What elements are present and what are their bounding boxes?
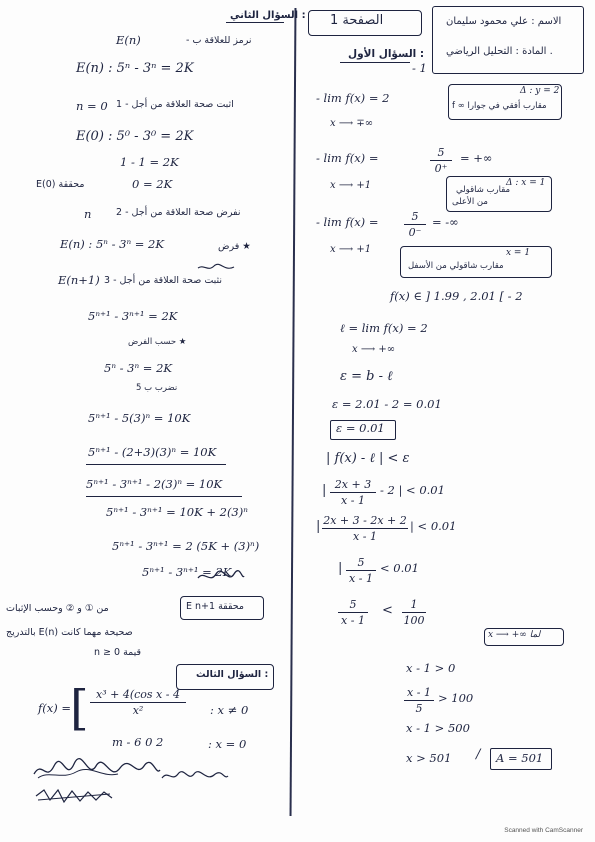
- e0-line: E(0) : 5⁰ - 3⁰ = 2K: [76, 129, 194, 144]
- q1-number: - 1: [412, 61, 427, 75]
- note-3-eq: x = 1: [506, 248, 531, 258]
- e0-true: E(0) محققة: [36, 179, 85, 190]
- answer-value: A = 501: [496, 751, 544, 765]
- student-name: الاسم : علي محمود سليمان: [446, 16, 562, 27]
- f-lhs: f(x) =: [38, 701, 72, 715]
- limit-2-sub: x ⟶ +1: [330, 180, 372, 191]
- ineq-5-lnum: 5: [349, 598, 357, 611]
- ineq-3-den: x - 1: [353, 530, 377, 544]
- note-1-eq: Δ : y = 2: [520, 86, 560, 96]
- q1-underline: [340, 62, 410, 63]
- line-5: 5ⁿ⁺¹ - 3ⁿ⁺¹ = 2 (5K + (3)ⁿ): [112, 539, 260, 553]
- mult-text: نضرب ب 5: [136, 383, 178, 393]
- epsilon-result: ε = 0.01: [336, 421, 385, 435]
- ineq-3-rhs: | < 0.01: [410, 519, 457, 533]
- e0-line-2: 1 - 1 = 2K: [120, 155, 179, 169]
- conclusion-box-text: E n+1 محققة: [186, 601, 245, 612]
- goal-eq: 5ⁿ⁺¹ - 3ⁿ⁺¹ = 2K: [88, 309, 178, 323]
- scanner-watermark: Scanned with CamScanner: [504, 827, 583, 834]
- limit-1: - lim f(x) = 2: [316, 91, 390, 105]
- f-cond-2: : x = 0: [208, 737, 247, 751]
- epsilon-def: ε = b - ℓ: [340, 369, 393, 384]
- step-1: x - 1 > 0: [406, 661, 456, 675]
- line-3: 5ⁿ⁺¹ - 3ⁿ⁺¹ - 2(3)ⁿ = 10K: [86, 477, 223, 491]
- assume-tag: فرض ★: [218, 241, 251, 252]
- limit-2-fraction: [430, 146, 452, 175]
- step-2-n: n: [84, 207, 92, 221]
- hyp-tag: حسب الفرض ★: [128, 337, 187, 347]
- f-num: x³ + 4(cos x - 4: [96, 688, 180, 701]
- step-3: x - 1 > 500: [406, 721, 470, 735]
- note-2-eq: Δ : x = 1: [506, 178, 546, 188]
- note-1-text: f ∞ مقارب أفقي في جوارا: [452, 101, 547, 111]
- step-3-n: E(n+1): [58, 273, 100, 287]
- step-2-fraction: [404, 686, 434, 715]
- epsilon-calc: ε = 2.01 - 2 = 0.01: [332, 397, 442, 411]
- f-cond-1: : x ≠ 0: [210, 703, 249, 717]
- limit-3-fraction: [404, 210, 426, 239]
- scribble-mark-4: [196, 262, 236, 274]
- note-2-text: مقارب شاقولي: [456, 185, 511, 195]
- conclusion-3: n ≥ 0 قيمة: [94, 647, 142, 658]
- line-3-underline: [86, 496, 242, 497]
- limit-1-sub: x ⟶ ∓∞: [330, 118, 374, 129]
- ineq-5-rden: 100: [403, 614, 425, 628]
- line-1: 5ⁿ⁺¹ - 5(3)ⁿ = 10K: [88, 411, 191, 425]
- ineq-4-open: |: [338, 561, 343, 576]
- step-3-text: 3 - نثبت صحة العلاقة من أجل: [104, 275, 223, 286]
- hyp-eq: 5ⁿ - 3ⁿ = 2K: [104, 361, 173, 375]
- q2-interval: f(x) ∈ ] 1.99 , 2.01 [ - 2: [390, 289, 523, 303]
- ineq-3-num: 2x + 3 - 2x + 2: [323, 514, 407, 527]
- scribble-mark-2: [160, 766, 230, 786]
- ineq-4-rhs: < 0.01: [380, 561, 419, 575]
- limit-2-den: 0⁺: [434, 162, 448, 176]
- ineq-5-right-fraction: [402, 598, 426, 627]
- conclusion-2: بالتدريج E(n) صحيحة مهما كانت: [6, 627, 133, 638]
- step-2-den: 5: [415, 702, 423, 716]
- ineq-2-open: |: [322, 483, 327, 498]
- ineq-4-fraction: [346, 556, 376, 585]
- step-2-num: x - 1: [407, 686, 431, 699]
- step-1-text: 1 - اثبت صحة العلاقة من أجل: [116, 99, 234, 110]
- limit-4: ℓ = lim f(x) = 2: [340, 321, 428, 335]
- column-divider: [290, 8, 297, 816]
- limit-2-num: 5: [437, 146, 445, 159]
- limit-3-sub: x ⟶ +1: [330, 244, 372, 255]
- limit-3-den: 0⁻: [408, 226, 422, 240]
- line-2-underline: [86, 464, 226, 465]
- page-number-label: الصفحة 1: [330, 13, 384, 28]
- step-4: x > 501: [406, 751, 452, 765]
- ineq-4-den: x - 1: [349, 572, 373, 586]
- step-2-text: 2 - نفرض صحة العلاقة من أجل: [116, 207, 241, 218]
- step-1-n: n = 0: [76, 99, 108, 113]
- line-6: 5ⁿ⁺¹ - 3ⁿ⁺¹ = 2K: [142, 565, 232, 579]
- scribble-mark-5: [196, 568, 246, 586]
- ineq-5-lden: x - 1: [341, 614, 365, 628]
- subject-name: المادة : التحليل الرياضي .: [446, 46, 553, 57]
- q3-title: السؤال الثالث :: [196, 669, 269, 680]
- q1-title: السؤال الأول :: [348, 48, 425, 60]
- ineq-2-den: x - 1: [341, 494, 365, 508]
- ineq-2-fraction: [330, 478, 376, 507]
- ineq-4-num: 5: [357, 556, 365, 569]
- ineq-5-left-fraction: [338, 598, 368, 627]
- limit-3-num: 5: [411, 210, 419, 223]
- scribble-mark-1: [32, 756, 162, 786]
- note-3-text: مقارب شاقولي من الأسفل: [408, 261, 504, 271]
- e0-line-3: 0 = 2K: [132, 177, 173, 191]
- limit-2-rhs: = +∞: [460, 151, 493, 165]
- step-2-rhs: > 100: [438, 691, 474, 705]
- note-2-text2: من الأعلى: [452, 197, 488, 207]
- f-den: x²: [132, 704, 144, 718]
- assume-eq: E(n) : 5ⁿ - 3ⁿ = 2K: [60, 237, 164, 251]
- answer-slash: /: [476, 747, 481, 762]
- limit-3-lhs: - lim f(x) =: [316, 215, 379, 229]
- ineq-2-num: 2x + 3: [334, 478, 372, 491]
- f-case-2: m - 6 0 2: [112, 735, 164, 749]
- note-4-text: x ⟶ +∞ لما: [488, 630, 541, 640]
- q2-underline: [226, 22, 284, 23]
- e-def-lhs: E(n): [116, 33, 141, 47]
- ineq-5-op: <: [382, 603, 393, 618]
- limit-2-lhs: - lim f(x) =: [316, 151, 379, 165]
- ineq-1: | f(x) - ℓ | < ε: [326, 451, 410, 466]
- ineq-2-rhs: - 2 | < 0.01: [380, 483, 445, 497]
- limit-3-rhs: = -∞: [432, 215, 459, 229]
- f-brace: [: [70, 680, 89, 736]
- conclusion-1: من ① و ② وحسب الإثبات: [6, 603, 109, 614]
- ineq-3-fraction: [322, 514, 408, 543]
- e-formula: E(n) : 5ⁿ - 3ⁿ = 2K: [76, 61, 194, 76]
- e-def-text: - نرمز للعلاقة ب: [186, 35, 252, 46]
- scribble-mark-3: [34, 786, 114, 806]
- line-2: 5ⁿ⁺¹ - (2+3)(3)ⁿ = 10K: [88, 445, 217, 459]
- q2-title: السؤال الثاني :: [230, 10, 306, 21]
- ineq-5-rnum: 1: [410, 598, 418, 611]
- f-fraction: [90, 688, 186, 717]
- limit-4-sub: x ⟶ +∞: [352, 344, 396, 355]
- ineq-3-open: |: [316, 519, 321, 534]
- line-4: 5ⁿ⁺¹ - 3ⁿ⁺¹ = 10K + 2(3)ⁿ: [106, 505, 248, 519]
